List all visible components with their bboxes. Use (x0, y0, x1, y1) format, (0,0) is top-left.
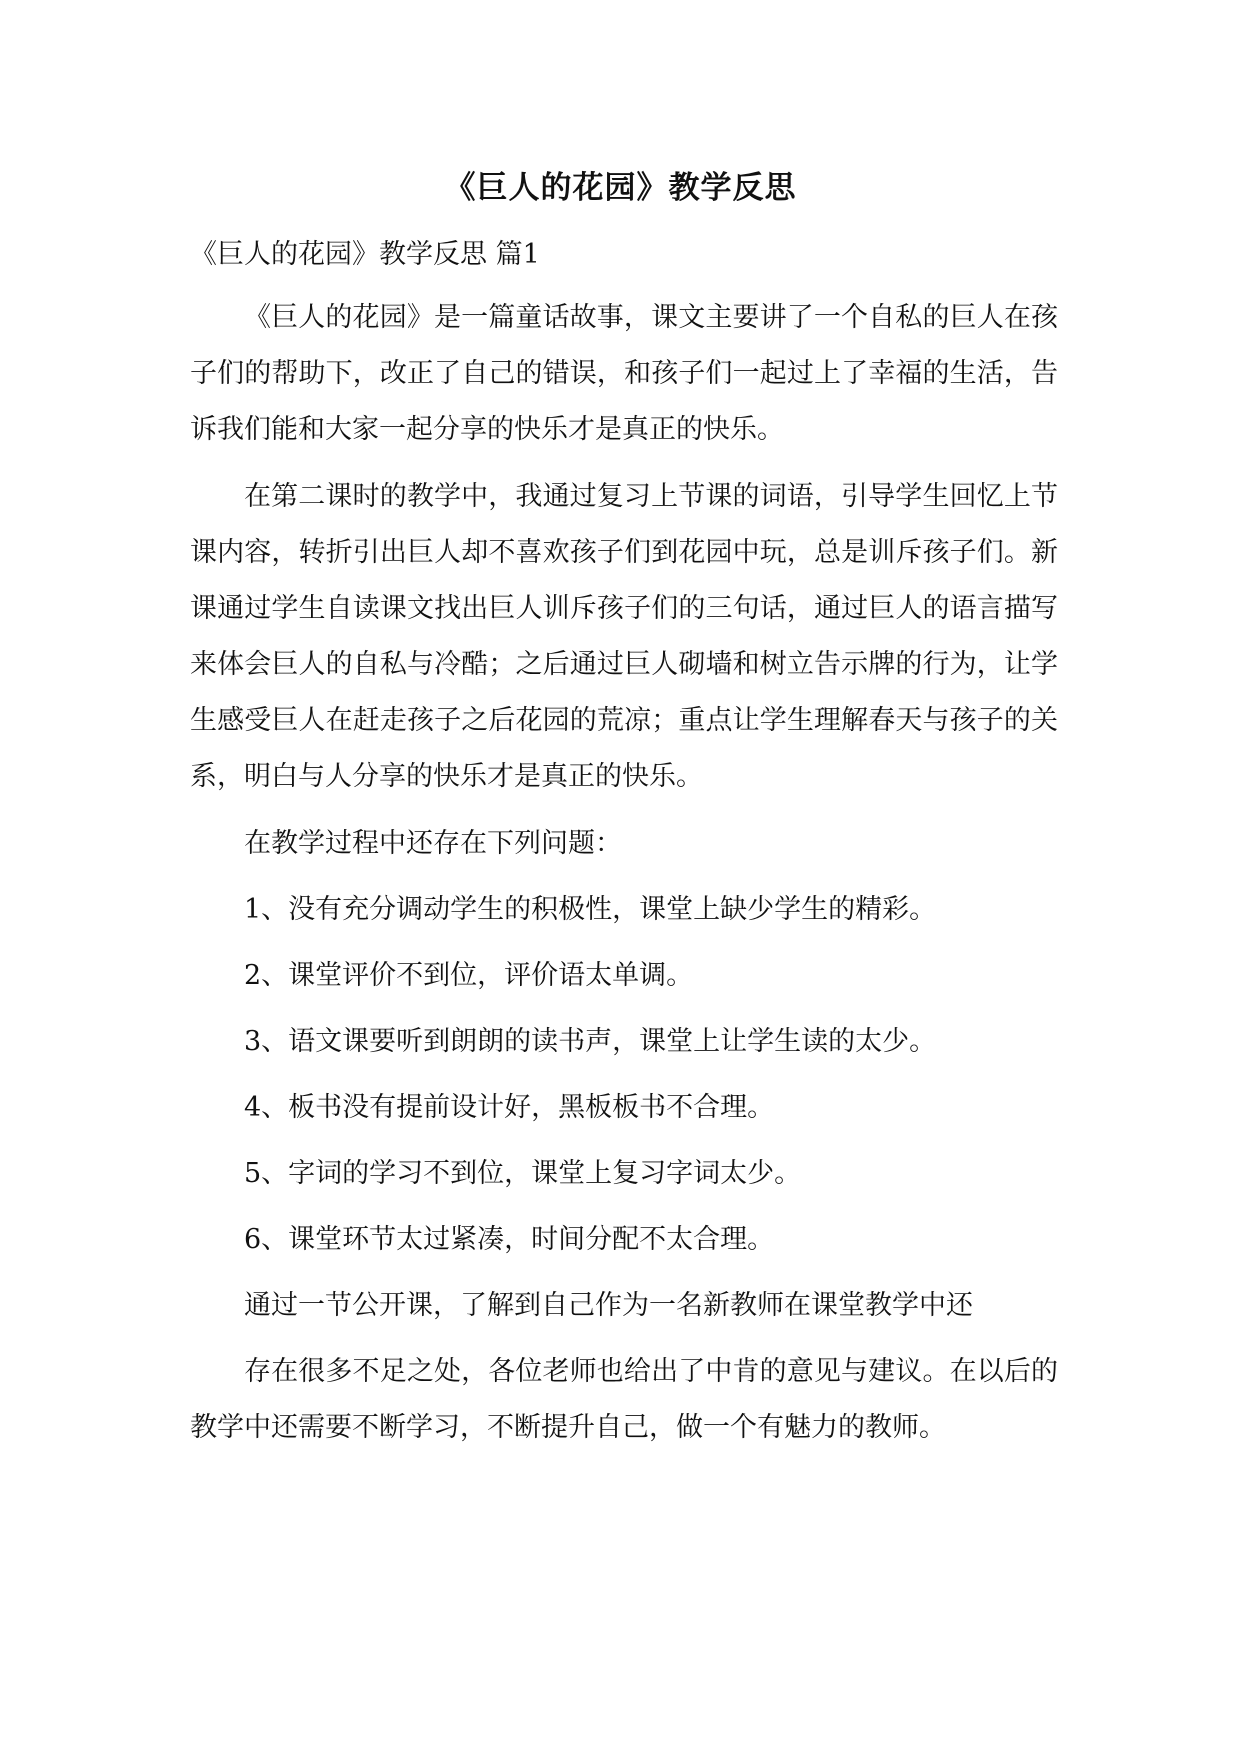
paragraph-problems-heading: 在教学过程中还存在下列问题： (244, 828, 622, 859)
problem-item: 6、课堂环节太过紧凑，时间分配不太合理。 (244, 1224, 775, 1255)
paragraph-intro: 《巨人的花园》是一篇童话故事，课文主要讲了一个自私的巨人在孩子们的帮助下，改正了自己的错误，和孩子们一起过上了幸福的生活，告诉我们能和大家一起分享的快乐才是真正的快乐。 (190, 302, 1058, 445)
problem-item: 5、字词的学习不到位，课堂上复习字词太少。 (244, 1158, 802, 1189)
document-body (190, 290, 1058, 1456)
problem-item: 1、没有充分调动学生的积极性，课堂上缺少学生的精彩。 (244, 894, 937, 925)
document-title: 《巨人的花园》教学反思 (444, 170, 797, 206)
paragraph-teaching-process: 在第二课时的教学中，我通过复习上节课的词语，引导学生回忆上节课内容，转折引出巨人却不喜欢孩子们到花园中玩，总是训斥孩子们。新课通过学生自读课文找出巨人训斥孩子们的三句话，通过巨人的语言描写来体会巨人的自私与冷酷；之后通过巨人砌墙和树立告示牌的行为，让学生感受巨人在赶走孩子之后花园的荒凉；重点让学生理解春天与孩子的关系，明白与人分享的快乐才是真正的快乐。 (190, 481, 1058, 792)
paragraph-closing: 存在很多不足之处，各位老师也给出了中肯的意见与建议。在以后的教学中还需要不断学习，不断提升自己，做一个有魅力的教师。 (190, 1356, 1058, 1443)
section-heading: 《巨人的花园》教学反思 篇1 (190, 239, 540, 270)
problem-item: 4、板书没有提前设计好，黑板板书不合理。 (244, 1092, 775, 1123)
problem-item: 3、语文课要听到朗朗的读书声，课堂上让学生读的太少。 (244, 1026, 937, 1057)
paragraph-closing-line: 通过一节公开课，了解到自己作为一名新教师在课堂教学中还 (244, 1290, 973, 1321)
problem-item: 2、课堂评价不到位，评价语太单调。 (244, 960, 694, 991)
